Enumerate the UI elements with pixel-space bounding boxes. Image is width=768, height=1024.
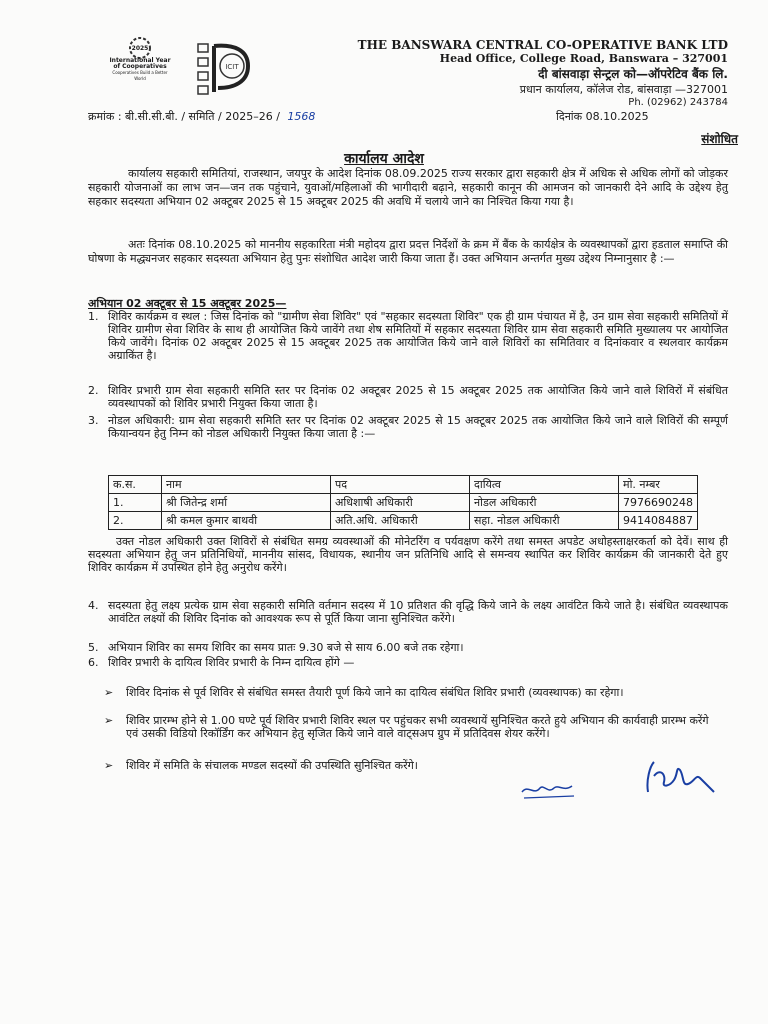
item-text: शिविर प्रभारी के दायित्व शिविर प्रभारी के निम्न दायित्व होंगे — [108, 656, 355, 669]
reference-number: 1568 [287, 110, 316, 123]
intro-paragraph: कार्यालय सहकारी समितियां, राजस्थान, जयपुर के आदेश दिनांक 08.09.2025 राज्य सरकार द्वारा सहकारी क्षेत्र में अधिक से अधिक लोगों को जोड़कर सहकारी योजनाओं का लाभ जन—जन तक पहुंचाने, युवाओं/महिलाओं की भागीदारी बढ़ाने, सहकारी कानून की आमजन को जानकारी देने आदि के उद्देश्य हेतु सहकार सदस्यता अभियान 02 अक्टूबर 2025 से 15 अक्टूबर 2025 की अवधि में चलाये जाने का निश्चित किया गया है। [88, 167, 728, 208]
bank-address-en: Head Office, College Road, Banswara – 327001 [439, 52, 728, 65]
item-number: 5. [88, 641, 99, 654]
list-item [88, 414, 728, 440]
col-header-sno: क.स. [109, 476, 162, 494]
bullet-text: शिविर प्रारम्भ होने से 1.00 घण्टे पूर्व शिविर प्रभारी शिविर स्थल पर पहुंचकर सभी व्यवस्थायें सुनिश्चित करते हुये अभियान की कार्यवाही प्रारम्भ करेंगे एवं उसकी विडियो रिकॉर्डिंग कर अभियान हेतु सृजित किये जाने वाले वाट्सअप ग्रुप में प्रतिदिवस शेयर करेंगे। [126, 714, 709, 740]
nodal-officers-table [108, 475, 698, 530]
iyc-tagline: Cooperatives Build a Better World [112, 70, 168, 81]
item-number: 3. [88, 414, 99, 427]
item-number: 2. [88, 384, 99, 397]
bank-phone: Ph. (02962) 243784 [628, 97, 728, 108]
bank-name-en: THE BANSWARA CENTRAL CO-OPERATIVE BANK LTD [357, 38, 728, 52]
document-title: कार्यालय आदेश [344, 151, 424, 167]
item-number: 1. [88, 310, 99, 323]
initials-signature [518, 778, 578, 804]
duty-bullet [104, 686, 724, 699]
list-item [88, 599, 728, 625]
cell-duty: नोडल अधिकारी [470, 494, 619, 512]
logo-group [108, 36, 268, 100]
cell-name: श्री जितेन्द्र शर्मा [162, 494, 331, 512]
bank-letterhead [358, 38, 728, 108]
item-text: शिविर प्रभारी ग्राम सेवा सहकारी समिति स्तर पर दिनांक 02 अक्टूबर 2025 से 15 अक्टूबर 2025 तक आयोजित किये जाने वाले शिविरों में संबंधित व्यवस्थापकों को शिविर प्रभारी नियुक्त किया जाता है। [108, 384, 728, 410]
cell-sno: 2. [109, 512, 162, 530]
iyc-logo [108, 36, 172, 82]
arrow-bullet-icon: ➢ [104, 714, 114, 727]
reference-row [88, 109, 740, 124]
arrow-bullet-icon: ➢ [104, 686, 114, 699]
table-row [109, 512, 698, 530]
officer-signature [640, 752, 720, 800]
amendment-paragraph: अतः दिनांक 08.10.2025 को माननीय सहकारिता मंत्री महोदय द्वारा प्रदत्त निर्देशों के क्रम में बैंक के कार्यक्षेत्र के व्यवस्थापकों द्वारा हडताल समाप्ति की घोषणा के मद्ध्यनजर सहकार सदस्यता अभियान हेतु पुनः संशोधित आदेश जारी किया जाता हैं। उक्त अभियान अन्तर्गत मुख्य उद्देश्य निम्नानुसार है :— [88, 238, 728, 265]
item-text: सदस्यता हेतु लक्ष्य प्रत्येक ग्राम सेवा सहकारी समिति वर्तमान सदस्य में 10 प्रतिशत की वृद्धि किये जाने के लक्ष्य आवंटित किये जाते है। संबंधित व्यवस्थापक आवंटित लक्ष्यों की शिविर दिनांक को आवश्यक रूप से पूर्ति किया जाना सुनिश्चित करेंगे। [108, 599, 728, 625]
list-item [88, 310, 728, 362]
item-number: 6. [88, 656, 99, 669]
cell-name: श्री कमल कुमार बाथवी [162, 512, 331, 530]
item-text: अभियान शिविर का समय शिविर का समय प्रातः 9.30 बजे से साय 6.00 बजे तक रहेगा। [108, 641, 464, 654]
amended-label: संशोधित [701, 132, 738, 146]
cell-mobile: 7976690248 [619, 494, 698, 512]
col-header-mobile: मो. नम्बर [619, 476, 698, 494]
cell-duty: सहा. नोडल अधिकारी [470, 512, 619, 530]
bullet-text: शिविर में समिति के संचालक मण्डल सदस्यों की उपस्थिति सुनिश्चित करेंगे। [126, 759, 418, 772]
duty-bullet [104, 759, 724, 772]
cell-mobile: 9414084887 [619, 512, 698, 530]
cell-sno: 1. [109, 494, 162, 512]
svg-text:ICIT: ICIT [225, 63, 239, 71]
bank-logo-icon [196, 36, 266, 98]
bullet-text: शिविर दिनांक से पूर्व शिविर से संबंधित समस्त तैयारी पूर्ण किये जाने का दायित्व संबंधित शिविर प्रभारी (व्यवस्थापक) का रहेगा। [126, 686, 624, 699]
arrow-bullet-icon: ➢ [104, 759, 114, 772]
list-item [88, 656, 728, 669]
order-date: दिनांक 08.10.2025 [556, 110, 649, 123]
item-text: शिविर कार्यक्रम व स्थल : जिस दिनांक को "ग्रामीण सेवा शिविर" एवं "सहकार सदस्यता शिविर" एक ही ग्राम पंचायत में है, उन ग्राम सेवा सहकारी समितियों में शिविर ग्रामीण सेवा शिविर के साथ ही आयोजित किये जावेंगे तथा शेष समितियों में सहकार सदस्यता शिविर ग्राम सेवा सहकारी समिति मुख्यालय पर आयोजित किये जावेंगे। दिनांक 02 अक्टूबर 2025 से 15 अक्टूबर 2025 तक आयोजित किये जाने वाले शिविरों का समितिवार व दिनांकवार व स्थलवार कार्यक्रम अग्राकिंत है। [108, 310, 728, 362]
nodal-duties-paragraph: उक्त नोडल अधिकारी उक्त शिविरों से संबंधित समग्र व्यवस्थाओं की मोनेटरिंग व पर्यवक्षण करेंगे तथा समस्त अपडेट अधोहस्ताक्षरकर्ता को देवें। साथ ही सदस्यता अभियान हेतु जन प्रतिनिधियों, माननीय सांसद, विधायक, स्थानीय जन प्रतिनिधि आदि से समन्वय स्थापित कर शिविर कार्यक्रम की जानकारी देते हुए शिविर कार्यक्रम में उपस्थित होने हेतु अनुरोध करेंगे। [88, 535, 728, 574]
table-header-row [109, 476, 698, 494]
duty-bullet [104, 714, 724, 740]
col-header-duty: दायित्व [470, 476, 619, 494]
bank-name-hi: दी बांसवाड़ा सेन्ट्रल को—ऑपरेटिव बैंक लि. [538, 67, 728, 81]
reference-label: क्रमांक : बी.सी.सी.बी. / समिति / 2025–26 / [88, 110, 280, 123]
col-header-post: पद [331, 476, 470, 494]
campaign-heading: अभियान 02 अक्टूबर से 15 अक्टूबर 2025— [88, 297, 287, 310]
bank-address-hi: प्रधान कार्यालय, कॉलेज रोड, बांसवाड़ा —327001 [519, 83, 728, 96]
table-row [109, 494, 698, 512]
item-text: नोडल अधिकारी: ग्राम सेवा सहकारी समिति स्तर पर दिनांक 02 अक्टूबर 2025 से 15 अक्टूबर 2025 तक आयोजित किये जाने वाले शिविरों की सम्पूर्ण कियान्वयन हेतु निम्न को नोडल अधिकारी नियुक्त किया जाता है :— [108, 414, 728, 440]
list-item [88, 384, 728, 410]
cell-post: अति.अधि. अधिकारी [331, 512, 470, 530]
cell-post: अधिशाषी अधिकारी [331, 494, 470, 512]
item-number: 4. [88, 599, 99, 612]
iyc-year: 2025 [131, 45, 149, 52]
iyc-title: International Year of Cooperatives [109, 57, 171, 70]
col-header-name: नाम [162, 476, 331, 494]
list-item [88, 641, 728, 654]
